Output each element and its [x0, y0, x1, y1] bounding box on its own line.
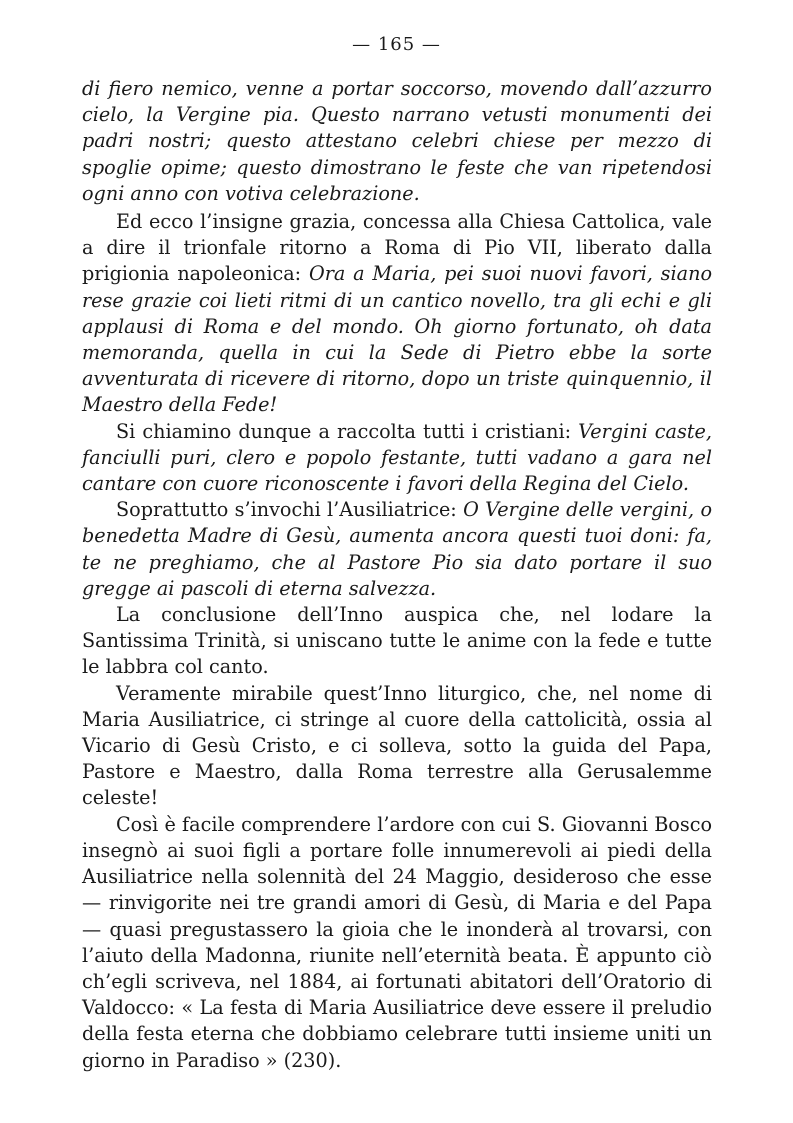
- paragraph-3: [82, 419, 712, 498]
- text-segment: Soprattutto s’invochi l’Ausiliatrice:: [116, 498, 464, 522]
- text-segment: Così è facile comprendere l’ardore con cui S. Giovanni Bosco insegnò ai suoi figli a portare folle innumerevoli ai piedi della Ausiliatrice nella solennità del 24 Maggio, desideroso che esse — rinvigorite nei tre grandi amori di Gesù, di Maria e del Papa — quasi pregustassero la gioia che le inonderà al trovarsi, con l’aiuto della Madonna, riunite nell’eternità beata. È appunto ciò ch’egli scriveva, nel 1884, ai fortunati abitatori dell’Oratorio di Valdocco: « La festa di Maria Ausiliatrice deve essere il preludio della festa eterna che dobbiamo celebrare tutti insieme uniti un giorno in Paradiso » (230).: [82, 812, 712, 1072]
- text-segment: La conclusione dell’Inno auspica che, nel lodare la Santissima Trinità, si uniscano tutte le anime con la fede e tutte le labbra col canto.: [82, 603, 712, 679]
- paragraph-1: [82, 76, 712, 207]
- text-segment: Si chiamino dunque a raccolta tutti i cristiani:: [116, 419, 579, 443]
- paragraph-6: [82, 681, 712, 812]
- paragraph-7: [82, 812, 712, 1074]
- text-segment: di fiero nemico, venne a portar soccorso, movendo dall’azzurro cielo, la Vergine pia. Questo narrano vetusti monumenti dei padri nostri; questo attestano celebri chiese per mezzo di spoglie opime; questo dimostrano le feste che van ripetendosi ogni anno con votiva celebrazione.: [82, 77, 712, 205]
- text-segment: O Vergine delle vergini, o benedetta Madre di Gesù, aumenta ancora questi tuoi doni: fa, te ne preghiamo, che al Pastore Pio sia dato portare il suo gregge ai pascoli di eterna salvezza.: [82, 498, 712, 600]
- body-text: [82, 76, 712, 1074]
- text-segment: Veramente mirabile quest’Inno liturgico, che, nel nome di Maria Ausiliatrice, ci stringe al cuore della cattolicità, ossia al Vicario di Gesù Cristo, e ci solleva, sotto la guida del Papa, Pastore e Maestro, dalla Roma terrestre alla Gerusalemme celeste!: [82, 681, 712, 810]
- text-segment: Vergini caste, fanciulli puri, clero e popolo festante, tutti vadano a gara nel cantare con cuore riconoscente i favori della Regina del Cielo.: [82, 419, 712, 496]
- paragraph-5: [82, 602, 712, 681]
- text-segment: Ed ecco l’insigne grazia, concessa alla Chiesa Cattolica, vale a dire il trionfale ritorno a Roma di Pio VII, liberato dalla prigionia napoleonica:: [82, 210, 712, 286]
- paragraph-2: [82, 209, 712, 419]
- text-segment: Ora a Maria, pei suoi nuovi favori, siano rese grazie coi lieti ritmi di un cantico novello, tra gli echi e gli applausi di Roma e del mondo. Oh giorno fortunato, oh data memoranda, quella in cui la Sede di Pietro ebbe la sorte avventurata di ricevere di ritorno, dopo un triste quinquennio, il Maestro della Fede!: [82, 262, 713, 417]
- paragraph-4: [82, 497, 712, 602]
- page-number: — 165 —: [352, 34, 441, 55]
